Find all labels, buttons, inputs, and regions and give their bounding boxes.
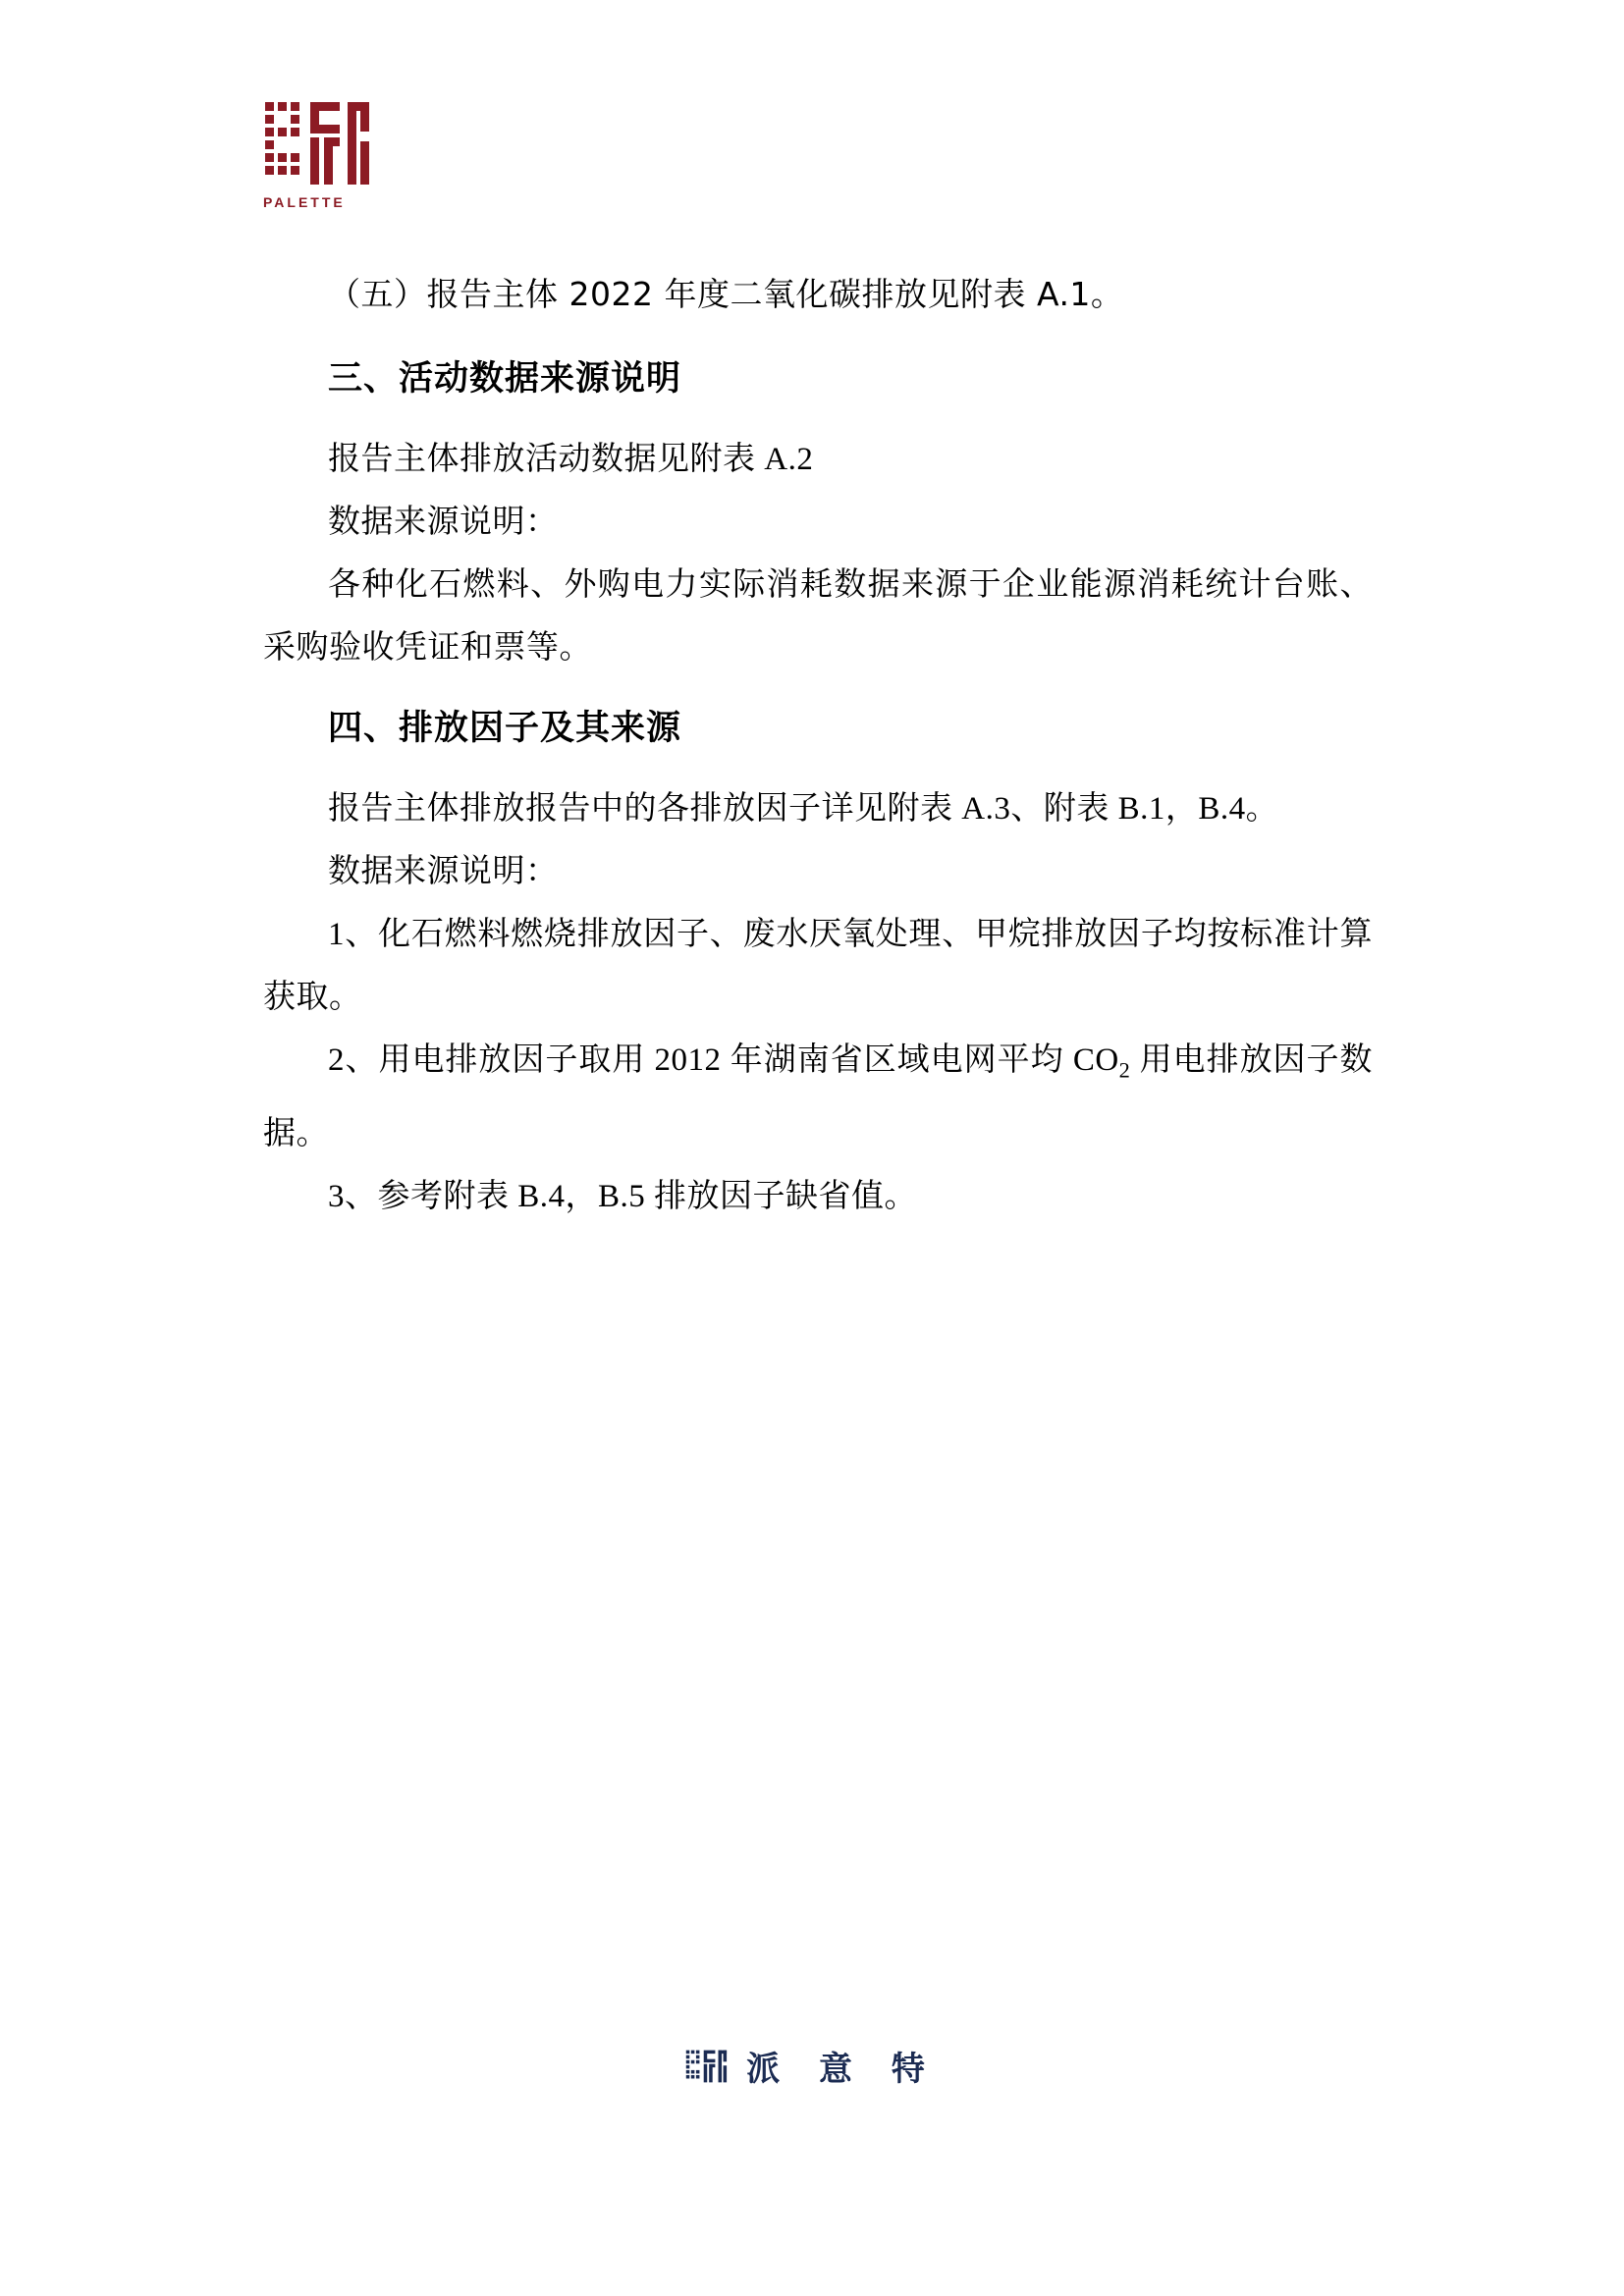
paragraph-emission-factors: 报告主体排放报告中的各排放因子详见附表 A.3、附表 B.1，B.4。	[328, 791, 1279, 827]
paragraph-item-2-part-b: 用电排放因子数据。	[263, 1042, 1374, 1151]
paragraph-item-2-part-a: 2、用电排放因子取用 2012 年湖南省区域电网平均 CO	[328, 1042, 1119, 1078]
heading-section-three: 三、活动数据来源说明	[328, 359, 682, 399]
palette-seal-logo-small-icon	[685, 2044, 731, 2089]
paragraph-five: （五）报告主体 2022 年度二氧化碳排放见附表 A.1。	[328, 275, 1124, 313]
document-body	[263, 263, 1373, 1228]
heading-section-four: 四、排放因子及其来源	[328, 709, 682, 748]
paragraph-item-1: 1、化石燃料燃烧排放因子、废水厌氧处理、甲烷排放因子均按标准计算获取。	[263, 917, 1373, 1015]
paragraph-item-2	[263, 1029, 1373, 1165]
paragraph-source-body: 各种化石燃料、外购电力实际消耗数据来源于企业能源消耗统计台账、采购验收凭证和票等。	[263, 567, 1373, 666]
paragraph-item-3: 3、参考附表 B.4，B.5 排放因子缺省值。	[328, 1178, 918, 1214]
page-footer	[0, 2042, 1624, 2090]
header-logo	[263, 98, 410, 226]
paragraph-source-label-1: 数据来源说明：	[328, 505, 559, 540]
palette-seal-logo-icon	[263, 98, 379, 188]
co2-subscript: 2	[1118, 1057, 1131, 1083]
footer-brand-text: 派 意 特	[746, 2050, 939, 2089]
logo-caption: PALETTE	[263, 194, 346, 210]
paragraph-activity-data: 报告主体排放活动数据见附表 A.2	[328, 442, 814, 477]
paragraph-source-label-2: 数据来源说明：	[328, 854, 559, 889]
